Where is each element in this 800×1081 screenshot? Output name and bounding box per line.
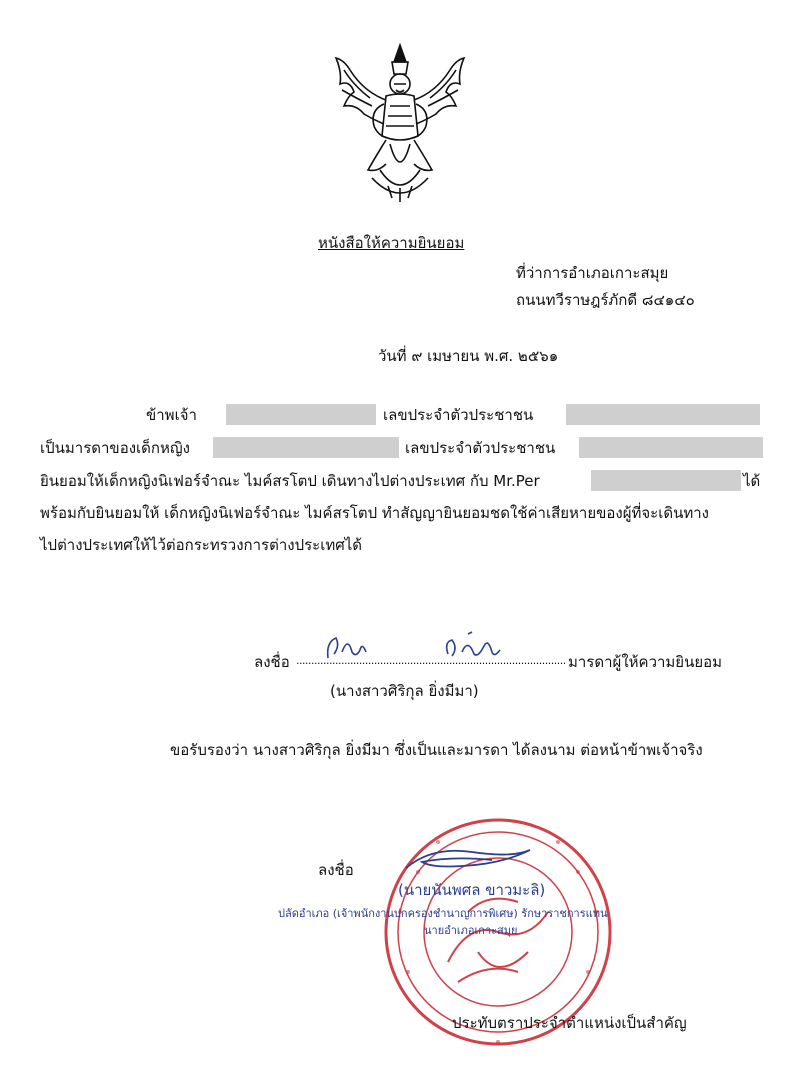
redacted-child-id: [579, 437, 763, 458]
signature1-role: มารดาผู้ให้ความยินยอม: [568, 653, 723, 671]
signature2-title1: ปลัดอำเภอ (เจ้าพนักงานปกครองชำนาญการพิเศษ) รักษาราชการแทน: [278, 907, 608, 920]
body-line1-id-label: เลขประจำตัวประชาชน: [383, 406, 534, 424]
body-line1-prefix: ข้าพเจ้า: [146, 406, 197, 424]
handwritten-signature-icon: [318, 628, 518, 670]
document-title: หนังสือให้ความยินยอม: [318, 234, 465, 252]
address-line-2: ถนนทวีราษฎร์ภักดี ๘๔๑๔๐: [516, 291, 695, 309]
signature2-title2: นายอำเภอเกาะสมุย: [424, 924, 518, 937]
body-line2-id-label: เลขประจำตัวประชาชน: [405, 439, 556, 457]
body-line3: ยินยอมให้เด็กหญิงนิเฟอร์จำณะ ไมค์สรโตป เดินทางไปต่างประเทศ กับ Mr.Per: [40, 472, 540, 490]
redacted-companion-name: [591, 470, 741, 491]
seal-note: ประทับตราประจำตำแหน่งเป็นสำคัญ: [452, 1014, 687, 1032]
body-line3-suffix: ได้: [743, 472, 761, 490]
signature2-name: (นายนันพศล ขาวมะลิ): [398, 881, 546, 899]
body-line4: พร้อมกับยินยอมให้ เด็กหญิงนิเฟอร์จำณะ ไมค์สรโตป ทำสัญญายินยอมชดใช้ค่าเสียหายของผู้ที่จะเดินทาง: [40, 504, 709, 522]
signature1-name: (นางสาวศิริกุล ยิ่งมีมา): [330, 682, 479, 700]
body-line5: ไปต่างประเทศให้ไว้ต่อกระทรวงการต่างประเทศได้: [40, 536, 363, 554]
signature1-dotted-line: ..........................................................................................: [296, 654, 566, 667]
date-line: วันที่ ๙ เมษายน พ.ศ. ๒๕๖๑: [378, 347, 559, 365]
certification-text: ขอรับรองว่า นางสาวศิริกุล ยิ่งมีมา ซึ่งเป็นและมารดา ได้ลงนาม ต่อหน้าข้าพเจ้าจริง: [170, 741, 703, 759]
body-line2-prefix: เป็นมารดาของเด็กหญิง: [40, 439, 190, 457]
signature2-prefix: ลงชื่อ: [318, 861, 354, 879]
redacted-child-name: [213, 437, 399, 458]
address-line-1: ที่ว่าการอำเภอเกาะสมุย: [516, 264, 669, 282]
redacted-id-number: [566, 404, 760, 425]
garuda-emblem-icon: [330, 40, 470, 205]
redacted-name: [226, 404, 376, 425]
handwritten-signature-icon: [402, 842, 542, 878]
signature1-prefix: ลงชื่อ: [254, 653, 290, 671]
